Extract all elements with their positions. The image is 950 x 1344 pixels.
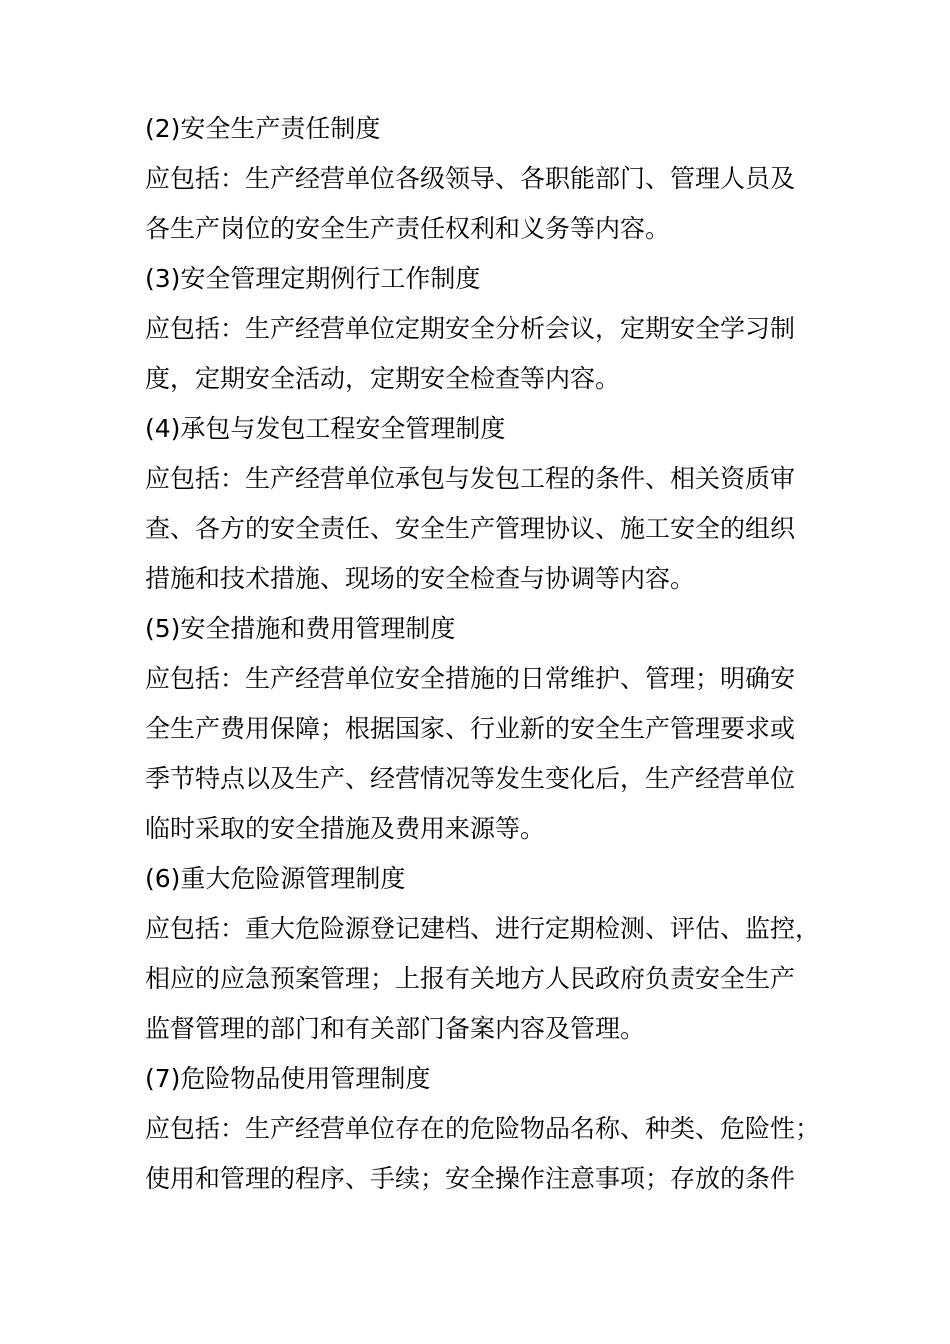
paragraph-line: 全生产费用保障；根据国家、行业新的安全生产管理要求或 <box>145 714 796 743</box>
heading-measures-cost-system: (5)安全措施和费用管理制度 <box>145 614 456 643</box>
document-body <box>145 104 821 1204</box>
heading-responsibility-system: (2)安全生产责任制度 <box>145 114 381 143</box>
paragraph-line: 查、各方的安全责任、安全生产管理协议、施工安全的组织 <box>145 514 796 543</box>
paragraph-line: 临时采取的安全措施及费用来源等。 <box>145 814 546 843</box>
paragraph-line: 措施和技术措施、现场的安全检查与协调等内容。 <box>145 564 696 593</box>
heading-contracting-system: (4)承包与发包工程安全管理制度 <box>145 414 506 443</box>
paragraph-line: 使用和管理的程序、手续；安全操作注意事项；存放的条件 <box>145 1164 796 1193</box>
paragraph-line: 季节特点以及生产、经营情况等发生变化后，生产经营单位 <box>145 764 796 793</box>
paragraph-line: 应包括：生产经营单位存在的危险物品名称、种类、危险性； <box>145 1114 821 1143</box>
paragraph-line: 应包括：生产经营单位安全措施的日常维护、管理；明确安 <box>145 664 796 693</box>
paragraph-line: 度，定期安全活动，定期安全检查等内容。 <box>145 364 621 393</box>
paragraph-line: 应包括：生产经营单位承包与发包工程的条件、相关资质审 <box>145 464 796 493</box>
paragraph-line: 监督管理的部门和有关部门备案内容及管理。 <box>145 1014 646 1043</box>
paragraph-line: 应包括：生产经营单位各级领导、各职能部门、管理人员及 <box>145 164 796 193</box>
paragraph-line: 应包括：生产经营单位定期安全分析会议，定期安全学习制 <box>145 314 796 343</box>
paragraph-line: 各生产岗位的安全生产责任权利和义务等内容。 <box>145 214 671 243</box>
heading-hazardous-goods-system: (7)危险物品使用管理制度 <box>145 1064 431 1093</box>
paragraph-line: 应包括：重大危险源登记建档、进行定期检测、评估、监控， <box>145 914 821 943</box>
paragraph-line: 相应的应急预案管理；上报有关地方人民政府负责安全生产 <box>145 964 796 993</box>
heading-hazard-source-system: (6)重大危险源管理制度 <box>145 864 406 893</box>
heading-periodic-work-system: (3)安全管理定期例行工作制度 <box>145 264 481 293</box>
